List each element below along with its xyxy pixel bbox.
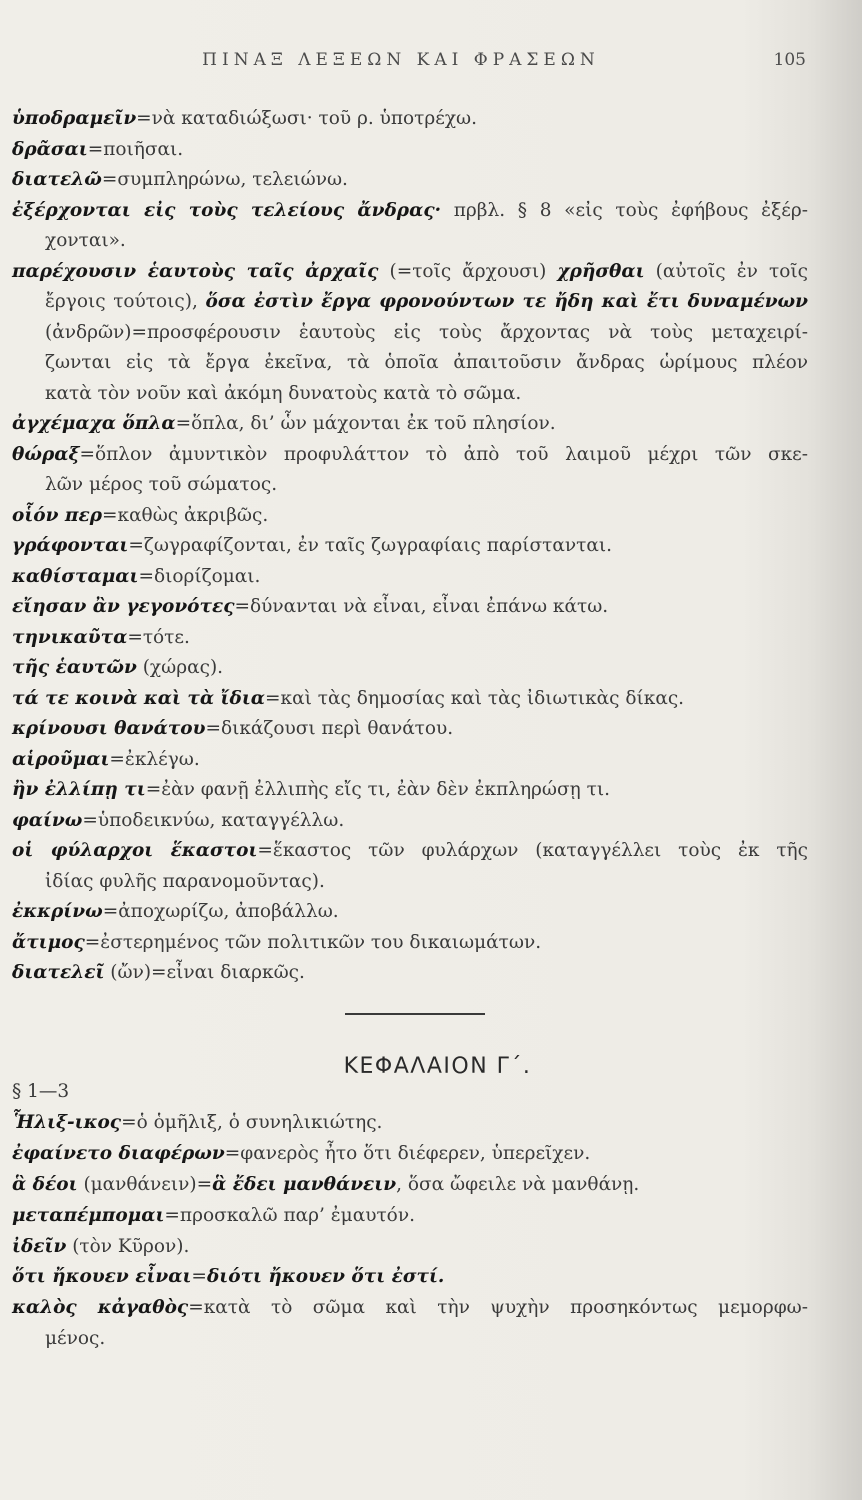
headword: ἃ ἔδει μανθάνειν bbox=[212, 1173, 397, 1195]
headword: εἴησαν ἂν γεγονότες bbox=[12, 596, 235, 617]
headword: τά τε κοινὰ καὶ τὰ ἴδια bbox=[12, 687, 266, 709]
entry-line bbox=[12, 806, 808, 837]
headword: οἱ φύλαρχοι ἕκαστοι bbox=[12, 840, 258, 861]
entry-line bbox=[12, 440, 808, 471]
glossary-list bbox=[0, 104, 862, 989]
definition: =ἐκλέγω. bbox=[109, 748, 200, 770]
headword: παρέχουσιν ἑαυτοὺς ταῖς ἀρχαῖς bbox=[12, 260, 379, 282]
definition: (χώρας). bbox=[136, 657, 224, 678]
entry-line bbox=[12, 1232, 808, 1263]
entry-line bbox=[12, 1201, 808, 1232]
entry-line bbox=[45, 318, 808, 349]
entry-line bbox=[12, 592, 808, 623]
glossary-entry bbox=[0, 1170, 862, 1201]
entry-line bbox=[45, 470, 808, 501]
definition: =ποιῆσαι. bbox=[87, 138, 184, 160]
headword: κρίνουσι θανάτου bbox=[12, 718, 206, 739]
definition: (αὐτοῖς ἐν τοῖς bbox=[644, 260, 808, 282]
entry-line bbox=[12, 897, 808, 928]
definition: =ὑποδεικνύω, καταγγέλλω. bbox=[82, 809, 345, 831]
definition: ἔργοις τούτοις), bbox=[45, 291, 206, 312]
headword: θώραξ bbox=[12, 443, 80, 465]
definition: =κατὰ τὸ σῶμα καὶ τὴν ψυχὴν προσηκόντως μεμορφω- bbox=[188, 1297, 808, 1319]
chapter-glossary-list bbox=[0, 1108, 862, 1355]
entry-line bbox=[12, 836, 808, 867]
entry-line bbox=[12, 135, 808, 166]
entry-line bbox=[45, 1324, 808, 1355]
glossary-entry bbox=[0, 196, 862, 257]
definition: χονται». bbox=[45, 230, 126, 251]
entry-line bbox=[12, 775, 808, 806]
entry-line bbox=[12, 257, 808, 288]
glossary-entry bbox=[0, 623, 862, 654]
glossary-entry bbox=[0, 958, 862, 989]
glossary-entry bbox=[0, 257, 862, 410]
headword: χρῆσθαι bbox=[557, 260, 645, 282]
definition: =ὁ ὁμῆλιξ, ὁ συνηλικιώτης. bbox=[121, 1112, 383, 1133]
headword: ἀγχέμαχα ὅπλα bbox=[12, 413, 176, 434]
entry-line bbox=[12, 1108, 808, 1139]
definition: =τότε. bbox=[127, 626, 190, 648]
definition: =ἐστερημένος τῶν πολιτικῶν του δικαιωμάτων. bbox=[84, 931, 542, 953]
glossary-entry bbox=[0, 928, 862, 959]
glossary-entry bbox=[0, 440, 862, 501]
glossary-entry bbox=[0, 165, 862, 196]
entry-line bbox=[45, 287, 808, 318]
headword: ἐκκρίνω bbox=[12, 901, 103, 922]
entry-line bbox=[12, 531, 808, 562]
headword: διατελῶ bbox=[12, 169, 102, 190]
headword: ἰδεῖν bbox=[12, 1235, 67, 1257]
glossary-entry bbox=[0, 684, 862, 715]
headword: διατελεῖ bbox=[12, 962, 105, 983]
entry-line bbox=[45, 226, 808, 257]
entry-line bbox=[12, 958, 808, 989]
glossary-entry bbox=[0, 409, 862, 440]
entry-line bbox=[12, 165, 808, 196]
headword: Ἧλιξ-ικος bbox=[12, 1112, 122, 1133]
definition: =καθὼς ἀκριβῶς. bbox=[102, 504, 269, 526]
definition: μένος. bbox=[45, 1328, 106, 1350]
glossary-entry bbox=[0, 1262, 862, 1293]
headword: αἱροῦμαι bbox=[12, 748, 110, 770]
entry-line bbox=[12, 684, 808, 715]
entry-line bbox=[12, 1170, 808, 1201]
definition: =ζωγραφίζονται, ἐν ταῖς ζωγραφίαις παρίστανται. bbox=[128, 535, 612, 556]
glossary-entry bbox=[0, 714, 862, 745]
glossary-entry bbox=[0, 1201, 862, 1232]
definition: = bbox=[191, 1266, 207, 1288]
definition: =φανερὸς ἦτο ὅτι διέφερεν, ὑπερεῖχεν. bbox=[224, 1142, 591, 1164]
headword: ἢν ἐλλίπῃ τι bbox=[12, 779, 146, 800]
entry-line bbox=[12, 409, 808, 440]
headword: ἄτιμος bbox=[12, 931, 85, 953]
definition: (=τοῖς ἄρχουσι) bbox=[378, 260, 558, 282]
headword: ἃ δέοι bbox=[12, 1173, 78, 1195]
glossary-entry bbox=[0, 836, 862, 897]
definition: ἰδίας φυλῆς παρανομοῦντας). bbox=[45, 870, 325, 892]
glossary-entry bbox=[0, 531, 862, 562]
headword: διότι ἤκουεν ὅτι ἐστί. bbox=[206, 1266, 445, 1288]
section-divider bbox=[345, 1013, 485, 1015]
glossary-entry bbox=[0, 653, 862, 684]
headword: καθίσταμαι bbox=[12, 565, 139, 587]
definition: λῶν μέρος τοῦ σώματος. bbox=[45, 474, 278, 495]
entry-line bbox=[12, 1262, 808, 1293]
definition: (μανθάνειν)= bbox=[77, 1173, 213, 1195]
definition: =ἀποχωρίζω, ἀποβάλλω. bbox=[102, 901, 339, 922]
headword: δρᾶσαι bbox=[12, 138, 88, 160]
definition: (ὤν)=εἶναι διαρκῶς. bbox=[104, 962, 305, 983]
glossary-entry bbox=[0, 1108, 862, 1139]
headword: μεταπέμπομαι bbox=[12, 1204, 165, 1226]
definition: πρβλ. § 8 «εἰς τοὺς ἐφήβους ἐξέρ- bbox=[441, 199, 808, 221]
headword: ὑποδραμεῖν bbox=[12, 108, 137, 129]
glossary-entry bbox=[0, 501, 862, 532]
entry-line bbox=[12, 1293, 808, 1324]
definition: =ὅπλον ἀμυντικὸν προφυλάττον τὸ ἀπὸ τοῦ λαιμοῦ μέχρι τῶν σκε- bbox=[79, 443, 808, 465]
glossary-entry bbox=[0, 592, 862, 623]
entry-line bbox=[12, 104, 808, 135]
headword: ὅτι ἤκουεν εἶναι bbox=[12, 1266, 192, 1288]
chapter-heading: ΚΕΦΑΛΑΙΟΝ Γ΄. bbox=[343, 1054, 532, 1079]
entry-line bbox=[12, 623, 808, 654]
headword: γράφονται bbox=[12, 535, 129, 556]
glossary-entry bbox=[0, 806, 862, 837]
headword: ἐφαίνετο διαφέρων bbox=[12, 1142, 225, 1164]
glossary-entry bbox=[0, 562, 862, 593]
entry-line bbox=[12, 196, 808, 227]
definition: =ἐὰν φανῇ ἐλλιπὴς εἴς τι, ἐὰν δὲν ἐκπληρώσῃ τι. bbox=[145, 779, 610, 800]
definition: =ὅπλα, δι’ ὧν μάχονται ἐκ τοῦ πλησίον. bbox=[175, 413, 556, 434]
headword: τῆς ἑαυτῶν bbox=[12, 657, 137, 678]
definition: , ὅσα ὤφειλε νὰ μανθάνῃ. bbox=[396, 1173, 640, 1195]
entry-line bbox=[45, 348, 808, 379]
definition: =ἕκαστος τῶν φυλάρχων (καταγγέλλει τοὺς ἐκ τῆς bbox=[257, 840, 808, 861]
glossary-entry bbox=[0, 897, 862, 928]
headword: οἷόν περ bbox=[12, 504, 102, 526]
glossary-entry bbox=[0, 775, 862, 806]
definition: =καὶ τὰς δημοσίας καὶ τὰς ἰδιωτικὰς δίκας. bbox=[265, 687, 685, 709]
glossary-entry bbox=[0, 1232, 862, 1263]
entry-line bbox=[12, 714, 808, 745]
running-header-title: ΠΙΝΑΞ ΛΕΞΕΩΝ ΚΑΙ ΦΡΑΣΕΩΝ bbox=[202, 50, 600, 70]
glossary-entry bbox=[0, 1293, 862, 1355]
glossary-entry bbox=[0, 135, 862, 166]
glossary-entry bbox=[0, 1139, 862, 1170]
headword: καλὸς κἀγαθὸς bbox=[12, 1297, 189, 1319]
definition: =διορίζομαι. bbox=[138, 565, 261, 587]
definition: =προσκαλῶ παρ’ ἐμαυτόν. bbox=[164, 1204, 415, 1226]
entry-line bbox=[12, 562, 808, 593]
definition: =συμπληρώνω, τελειώνω. bbox=[101, 169, 348, 190]
entry-line bbox=[12, 653, 808, 684]
definition: (ἀνδρῶν)=προσφέρουσιν ἑαυτοὺς εἰς τοὺς ἄρχοντας νὰ τοὺς μεταχειρί- bbox=[45, 321, 808, 343]
glossary-entry bbox=[0, 104, 862, 135]
entry-line bbox=[12, 745, 808, 776]
definition: ζωνται εἰς τὰ ἔργα ἐκεῖνα, τὰ ὁποῖα ἀπαιτοῦσιν ἄνδρας ὡρίμους πλέον bbox=[45, 352, 808, 373]
glossary-entry bbox=[0, 745, 862, 776]
entry-line bbox=[45, 867, 808, 898]
definition: =δικάζουσι περὶ θανάτου. bbox=[205, 718, 454, 739]
section-reference: § 1—3 bbox=[12, 1081, 70, 1102]
entry-line bbox=[12, 501, 808, 532]
headword: τηνικαῦτα bbox=[12, 626, 128, 648]
definition: κατὰ τὸν νοῦν καὶ ἀκόμη δυνατοὺς κατὰ τὸ σῶμα. bbox=[45, 382, 522, 404]
headword: φαίνω bbox=[12, 809, 83, 831]
entry-line bbox=[12, 1139, 808, 1170]
definition: (τὸν Κῦρον). bbox=[66, 1235, 190, 1257]
page-number: 105 bbox=[773, 50, 806, 70]
entry-line bbox=[45, 379, 808, 410]
definition: =νὰ καταδιώξωσι· τοῦ ρ. ὑποτρέχω. bbox=[136, 108, 478, 129]
headword: ἐξέρχονται εἰς τοὺς τελείους ἄνδρας· bbox=[12, 199, 442, 221]
entry-line bbox=[12, 928, 808, 959]
headword: ὅσα ἐστὶν ἔργα φρονούντων τε ἤδη καὶ ἔτι δυναμένων bbox=[205, 291, 808, 312]
definition: =δύνανται νὰ εἶναι, εἶναι ἐπάνω κάτω. bbox=[234, 596, 609, 617]
